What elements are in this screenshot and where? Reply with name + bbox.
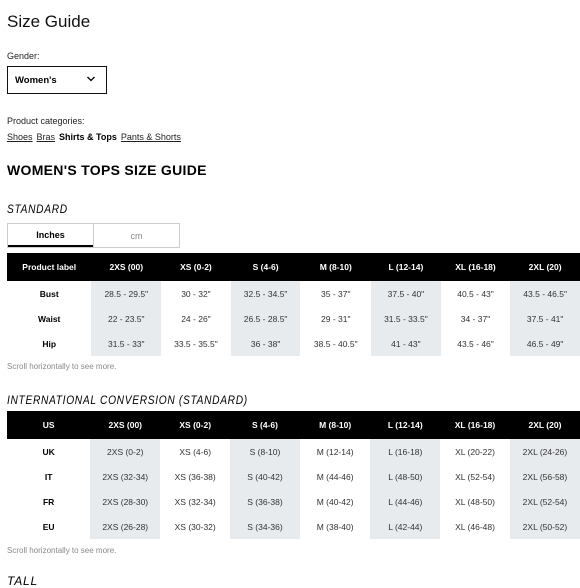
scroll-note: Scroll horizontally to see more. <box>7 362 117 371</box>
table-cell: XS (36-38) <box>174 471 216 482</box>
section-heading: WOMEN'S TOPS SIZE GUIDE <box>7 162 207 178</box>
standard-header-row <box>7 253 580 281</box>
table-cell: S (34-36) <box>230 514 300 539</box>
table-cell: 41 - 43" <box>371 331 441 356</box>
gender-select-value: Women's <box>15 74 57 86</box>
category-links <box>7 132 181 142</box>
category-link-shirts-tops[interactable]: Shirts & Tops <box>59 132 117 142</box>
table-cell: 43.5 - 46.5" <box>510 281 580 306</box>
header-cell: S (4-6) <box>231 253 301 281</box>
row-label: Bust <box>39 288 59 299</box>
international-heading: INTERNATIONAL CONVERSION (STANDARD) <box>7 393 248 407</box>
row-label: UK <box>42 446 55 457</box>
table-cell: 37.5 - 40" <box>371 281 441 306</box>
table-cell: S (8-10) <box>230 439 300 464</box>
table-cell: 2XS (26-28) <box>90 514 160 539</box>
table-cell: XS (4-6) <box>179 446 212 457</box>
table-cell: 22 - 23.5" <box>91 306 161 331</box>
header-cell: XS (0-2) <box>161 253 231 281</box>
header-cell: 2XL (20) <box>510 411 580 439</box>
header-cell: 2XL (20) <box>510 253 580 281</box>
table-row <box>7 281 580 306</box>
table-cell: XL (52-54) <box>455 471 495 482</box>
international-header-row <box>7 411 580 439</box>
table-cell: 40.5 - 43" <box>457 288 494 299</box>
gender-label: Gender: <box>7 51 40 61</box>
header-cell: L (12-14) <box>370 411 440 439</box>
table-cell: 2XS (0-2) <box>90 439 160 464</box>
standard-size-table <box>7 253 580 356</box>
row-label: FR <box>42 496 55 507</box>
table-cell: 35 - 37" <box>321 288 351 299</box>
unit-cm-tab[interactable]: cm <box>93 224 179 247</box>
header-cell: XL (16-18) <box>440 411 510 439</box>
table-cell: M (44-46) <box>316 471 354 482</box>
table-cell: S (36-38) <box>230 489 300 514</box>
table-cell: XS (32-34) <box>174 496 216 507</box>
categories-label: Product categories: <box>7 116 85 126</box>
chevron-down-icon <box>86 74 96 84</box>
header-cell: 2XS (00) <box>91 253 161 281</box>
table-cell: 31.5 - 33" <box>91 331 161 356</box>
table-cell: 33.5 - 35.5" <box>174 338 218 349</box>
table-cell: L (16-18) <box>370 439 440 464</box>
category-link-bras[interactable]: Bras <box>36 132 56 142</box>
table-row <box>7 464 580 489</box>
table-cell: XL (46-48) <box>455 521 495 532</box>
table-cell: XS (30-32) <box>174 521 216 532</box>
table-cell: 2XS (28-30) <box>90 489 160 514</box>
table-cell: M (38-40) <box>316 521 354 532</box>
gender-select[interactable] <box>7 66 107 94</box>
row-label: Waist <box>38 313 61 324</box>
table-row <box>7 514 580 539</box>
table-cell: XL (20-22) <box>455 446 495 457</box>
table-row <box>7 489 580 514</box>
category-link-shoes[interactable]: Shoes <box>7 132 33 142</box>
header-cell: US <box>7 411 90 439</box>
table-cell: S (40-42) <box>230 464 300 489</box>
table-cell: 29 - 31" <box>321 313 351 324</box>
table-cell: L (48-50) <box>370 464 440 489</box>
table-cell: 30 - 32" <box>181 288 211 299</box>
table-cell: 46.5 - 49" <box>510 331 580 356</box>
table-row <box>7 331 580 356</box>
row-label: EU <box>42 521 55 532</box>
header-cell: L (12-14) <box>371 253 441 281</box>
row-label: IT <box>44 471 53 482</box>
table-cell: 32.5 - 34.5" <box>231 281 301 306</box>
table-cell: 43.5 - 46" <box>457 338 494 349</box>
table-row <box>7 439 580 464</box>
table-cell: 2XL (50-52) <box>510 514 580 539</box>
table-cell: 37.5 - 41" <box>510 306 580 331</box>
table-cell: 31.5 - 33.5" <box>371 306 441 331</box>
header-cell: Product label <box>7 253 91 281</box>
standard-heading: STANDARD <box>7 202 68 216</box>
table-cell: 26.5 - 28.5" <box>231 306 301 331</box>
table-cell: M (12-14) <box>316 446 354 457</box>
unit-inches-tab[interactable]: Inches <box>8 224 93 247</box>
table-cell: M (40-42) <box>316 496 354 507</box>
row-label: Hip <box>42 338 57 349</box>
international-conversion-table <box>7 411 580 539</box>
header-cell: 2XS (00) <box>90 411 160 439</box>
table-cell: 36 - 38" <box>231 331 301 356</box>
header-cell: XS (0-2) <box>160 411 230 439</box>
table-cell: L (42-44) <box>370 514 440 539</box>
table-cell: 28.5 - 29.5" <box>91 281 161 306</box>
table-cell: L (44-46) <box>370 489 440 514</box>
unit-toggle <box>7 223 180 248</box>
table-cell: 2XL (56-58) <box>510 464 580 489</box>
header-cell: M (8-10) <box>300 253 371 281</box>
header-cell: XL (16-18) <box>441 253 511 281</box>
header-cell: M (8-10) <box>300 411 371 439</box>
header-cell: S (4-6) <box>230 411 300 439</box>
page-title: Size Guide <box>7 12 91 31</box>
table-cell: 38.5 - 40.5" <box>313 338 358 349</box>
table-row <box>7 306 580 331</box>
tall-heading: TALL <box>7 574 38 588</box>
table-cell: 2XS (32-34) <box>90 464 160 489</box>
table-cell: XL (48-50) <box>455 496 495 507</box>
table-cell: 34 - 37" <box>460 313 491 324</box>
table-cell: 2XL (24-26) <box>510 439 580 464</box>
table-cell: 24 - 26" <box>181 313 211 324</box>
category-link-pants-shorts[interactable]: Pants & Shorts <box>120 132 181 142</box>
table-cell: 2XL (52-54) <box>510 489 580 514</box>
scroll-note: Scroll horizontally to see more. <box>7 546 117 555</box>
